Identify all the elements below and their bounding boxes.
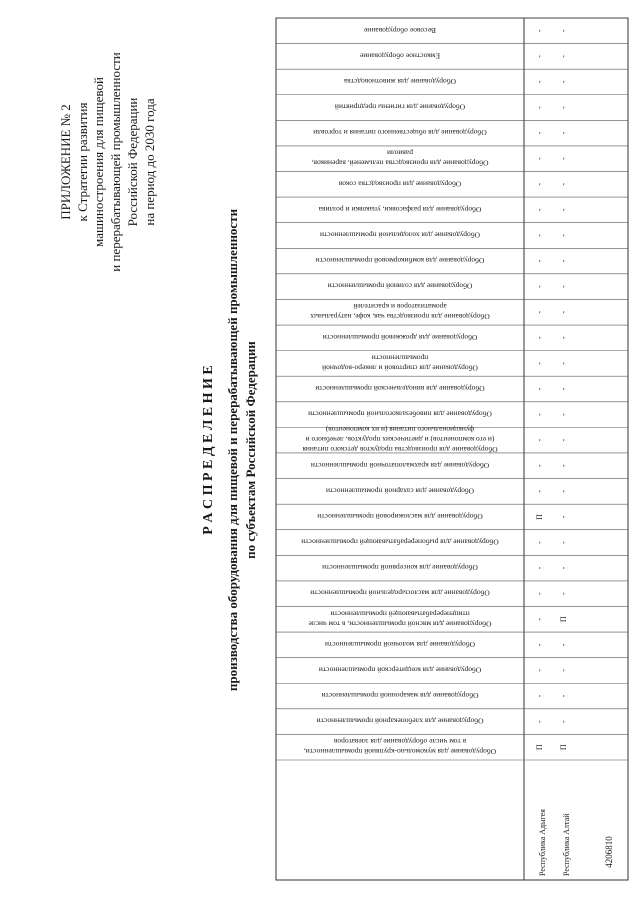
table-cell: - xyxy=(559,720,568,723)
table-cell: - xyxy=(559,259,568,263)
table-cell: - xyxy=(559,285,568,288)
column-header-text: Оборудование для холодильной промышленности xyxy=(320,230,480,240)
column-header-text: Оборудование для мясной промышленности, в том числе xyxy=(308,619,492,629)
table-cell: - xyxy=(535,208,544,212)
column-header xyxy=(338,179,461,188)
column-header-text: промышленности xyxy=(371,353,429,363)
table-cell: - xyxy=(535,80,544,84)
table-cell: П xyxy=(535,744,544,751)
column-header xyxy=(311,461,489,470)
table-cell: - xyxy=(559,182,568,186)
appendix-line: и перерабатывающей промышленности xyxy=(108,52,123,272)
column-header xyxy=(313,128,486,137)
column-header-text: Оборудование для соляной промышленности xyxy=(327,281,473,291)
column-header-text: ароматизаторов и красителей xyxy=(353,302,447,312)
column-header-text: Оборудование для производства чая, кофе, натуральных xyxy=(310,312,490,322)
column-header-text: равиоли xyxy=(386,148,414,158)
column-headers xyxy=(301,26,498,756)
column-header xyxy=(317,717,484,726)
table-cell: - xyxy=(559,157,568,161)
table-cell: - xyxy=(535,29,544,33)
table-cell: - xyxy=(559,106,568,109)
appendix-line: Российской Федерации xyxy=(125,97,140,227)
column-header-text: Оборудование для спиртовой и ликеро-водочной xyxy=(322,363,478,373)
column-header-text: Оборудование для хлебопекарной промышленности xyxy=(316,716,484,726)
column-header xyxy=(302,425,498,454)
table-cell: - xyxy=(559,310,568,314)
region-label: Республика Алтай xyxy=(562,813,571,876)
table-cell: - xyxy=(559,541,568,544)
column-header-text: Оборудование для производства продуктов детского питания xyxy=(302,445,498,455)
table-cell: - xyxy=(559,566,568,570)
table-cell: П xyxy=(559,744,568,751)
column-header-text: Оборудование для животноводства xyxy=(344,76,456,86)
column-header-text: Емкостное оборудование xyxy=(359,51,441,61)
distribution-table xyxy=(276,18,628,880)
column-header xyxy=(322,563,478,572)
column-header-text: Оборудование для молочной промышленности xyxy=(324,639,476,649)
region-label: Республика Адыгея xyxy=(538,809,547,876)
table-cell: - xyxy=(535,182,544,186)
column-header-text: Оборудование для комбикормовой промышленности xyxy=(315,256,485,266)
column-header-text: (и его компонентов) и диетических продуктов, лечебного и xyxy=(305,435,495,445)
table-cell: - xyxy=(559,464,568,468)
column-header-text: Оборудование для крахмалопаточной промышленности xyxy=(310,460,490,470)
table-cell: - xyxy=(559,362,568,365)
column-header xyxy=(315,384,484,393)
table-cell: - xyxy=(535,490,544,493)
table-cell: - xyxy=(559,336,568,340)
table-rows xyxy=(535,29,568,750)
column-header-text: Оборудование для пивобезалкогольной промышленности xyxy=(308,409,492,419)
table-cell: - xyxy=(535,566,544,570)
table-cell: - xyxy=(535,694,544,698)
table-cell: - xyxy=(559,438,568,442)
column-header-text: Оборудование для гигиены предприятий xyxy=(334,102,466,112)
appendix-title: ПРИЛОЖЕНИЕ № 2 xyxy=(58,104,73,220)
column-header-text: в том числе оборудование для элеваторов xyxy=(333,737,467,747)
table-cell: - xyxy=(535,310,544,314)
heading-subtitle-line2: по субъектам Российской Федерации xyxy=(243,341,258,559)
column-header xyxy=(311,149,488,168)
column-header xyxy=(310,302,490,321)
table-cell: - xyxy=(559,490,568,493)
table-cell: - xyxy=(559,515,568,519)
column-header xyxy=(308,609,492,628)
heading-title: Р А С П Р Е Д Е Л Е Н И Е xyxy=(201,365,216,535)
column-header xyxy=(316,256,485,265)
table-cell: - xyxy=(559,669,568,672)
table-cell: - xyxy=(535,541,544,544)
table-cell: - xyxy=(559,29,568,33)
table-cell: - xyxy=(559,55,568,58)
heading-subtitle-line1: производства оборудования для пищевой и перерабатывающей промышленности xyxy=(225,208,240,692)
column-header xyxy=(359,51,440,60)
column-header xyxy=(323,333,478,342)
column-header-text: Оборудование для макаронной промышленности xyxy=(321,691,479,701)
column-header-text: Оборудование для консервной промышленности xyxy=(322,563,478,573)
appendix-line: к Стратегии развития xyxy=(75,102,90,222)
table-cell: - xyxy=(559,694,568,698)
column-header-text: Оборудование для рыбоперерабатывающей промышленности xyxy=(301,537,499,547)
appendix-line: на период до 2030 года xyxy=(142,98,157,226)
column-header xyxy=(317,512,482,521)
table-cell: - xyxy=(535,669,544,672)
column-header xyxy=(335,103,465,112)
table-cell: - xyxy=(559,592,568,596)
column-header xyxy=(322,691,479,700)
table-cell: - xyxy=(559,234,568,237)
table-cell: - xyxy=(559,131,568,135)
appendix-line: машиностроения для пищевой xyxy=(91,77,106,247)
region-labels xyxy=(538,809,571,876)
column-header-text: Оборудование для мукомольно-крупяной промышленности, xyxy=(303,747,497,757)
column-header-text: Оборудование для производства пельменей, вареников, xyxy=(311,158,489,168)
column-header xyxy=(301,538,498,547)
table-cell: - xyxy=(559,413,568,416)
document-code: 4206810 xyxy=(604,836,614,868)
table-cell: - xyxy=(535,259,544,263)
table-cell: - xyxy=(535,643,544,647)
column-header-text: птицеперерабатывающей промышленности xyxy=(330,609,470,619)
table-cell: - xyxy=(559,643,568,647)
column-header xyxy=(325,640,475,649)
column-header xyxy=(318,205,481,214)
table-cell: - xyxy=(535,617,544,621)
table-cell: - xyxy=(535,106,544,109)
table-cell: - xyxy=(535,131,544,135)
table-cell: - xyxy=(535,592,544,596)
column-header xyxy=(328,282,473,291)
column-header-text: Оборудование для разфасовки, упаковки и розлива xyxy=(318,204,482,214)
column-header xyxy=(343,77,456,86)
column-header xyxy=(310,589,490,598)
table-cell: - xyxy=(535,413,544,416)
column-header-text: Оборудование для общественного питания и торговли xyxy=(313,128,487,138)
table-cell: П xyxy=(559,616,568,623)
document-heading xyxy=(201,208,258,691)
table-cell: - xyxy=(535,438,544,442)
table-cell: - xyxy=(535,387,544,391)
table-cell: - xyxy=(535,234,544,237)
column-header-text: Оборудование для винодельческой промышленности xyxy=(315,384,485,393)
column-header-text: Оборудование для дрожжевой промышленности xyxy=(322,332,478,342)
column-header-text: Оборудование для производства соков xyxy=(338,179,462,189)
column-header-text: Оборудование для сахарной промышленности xyxy=(325,486,475,496)
column-header-text: Оборудование для маслосыродельной промышленности xyxy=(310,588,490,598)
table-cell: - xyxy=(535,464,544,468)
column-header xyxy=(319,665,481,674)
table-cell: - xyxy=(559,208,568,212)
table-cell: - xyxy=(559,80,568,84)
table-cell: - xyxy=(535,55,544,58)
table-cell: - xyxy=(559,387,568,391)
column-header-text: Оборудование для масложировой промышленности xyxy=(317,511,483,521)
column-header xyxy=(320,230,480,239)
column-header xyxy=(326,486,474,495)
table-cell: - xyxy=(535,362,544,365)
table-cell: - xyxy=(535,336,544,340)
column-header-text: Оборудование для кондитерской промышленности xyxy=(318,665,482,675)
column-header xyxy=(304,737,496,756)
table-cell: П xyxy=(535,514,544,520)
column-header-text: Весовое оборудование xyxy=(363,25,437,35)
column-header xyxy=(308,410,492,419)
column-header-text: функционального питания (и их компонентов) xyxy=(325,425,475,435)
column-header xyxy=(363,26,436,35)
table-cell: - xyxy=(535,157,544,161)
table-cell: - xyxy=(535,285,544,288)
table-cell: - xyxy=(535,720,544,723)
appendix-header xyxy=(58,52,157,272)
column-header xyxy=(322,353,478,372)
